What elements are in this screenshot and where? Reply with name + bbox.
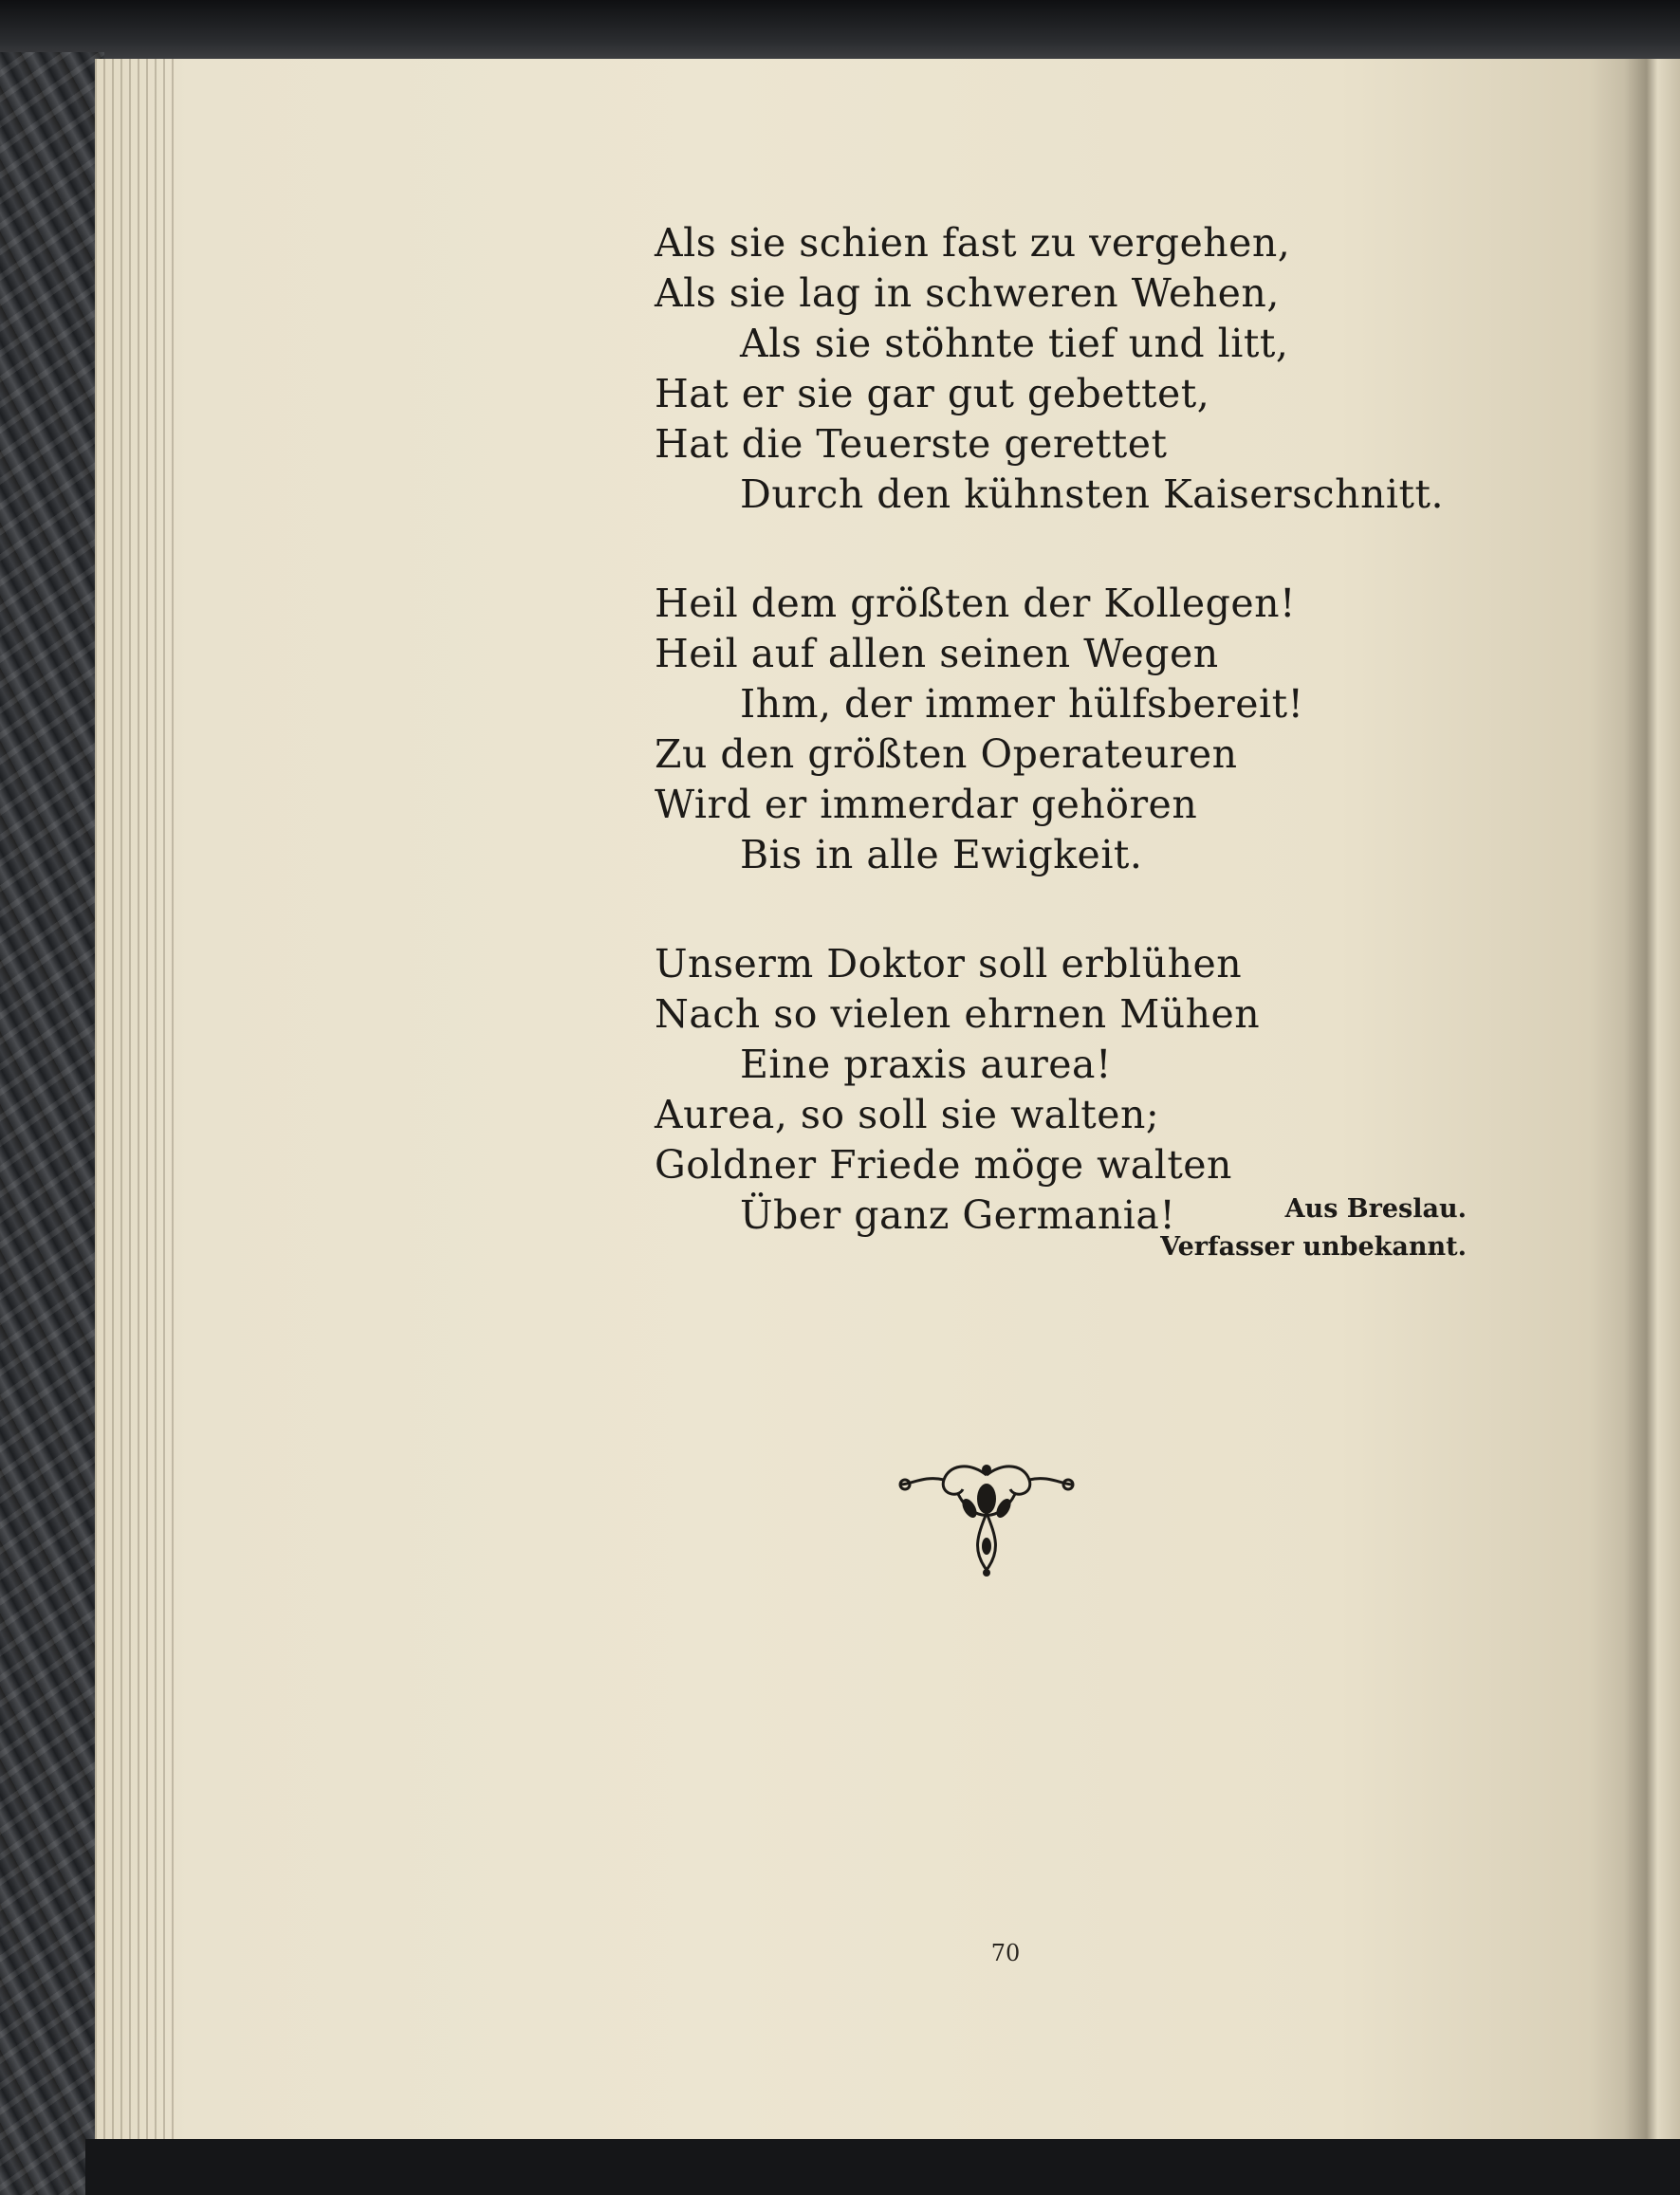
attribution [1160,1190,1467,1266]
poem-line: Als sie schien fast zu vergehen, [655,220,1291,266]
poem-line: Hat die Teuerste gerettet [655,421,1168,467]
stanza-1 [655,218,1508,520]
poem-line: Ihm, der immer hülfsbereit! [740,681,1304,727]
attribution-place: Aus Breslau. [1284,1194,1467,1224]
poem-line: Zu den größten Operateuren [655,731,1238,777]
poem-line: Aurea, so soll sie walten; [655,1092,1160,1137]
poem-line: Als sie stöhnte tief und litt, [740,321,1289,366]
poem-line: Als sie lag in schweren Wehen, [655,270,1280,316]
poem-line: Durch den kühnsten Kaiserschnitt. [740,471,1445,517]
poem-line: Eine praxis aurea! [740,1042,1112,1087]
marbled-endpaper [0,52,104,2195]
poem-line: Heil dem größten der Kollegen! [655,581,1297,626]
poem [655,218,1508,1300]
poem-line: Bis in alle Ewigkeit. [740,832,1143,877]
attribution-author: Verfasser unbekannt. [1160,1232,1467,1262]
floral-vignette-icon [892,1456,1081,1579]
poem-line: Wird er immerdar gehören [655,782,1198,827]
poem-line: Unserm Doktor soll erblühen [655,941,1243,987]
page-number: 70 [990,1940,1021,1966]
poem-line: Heil auf allen seinen Wegen [655,631,1219,676]
book-gutter [1624,59,1680,2146]
page-edge-lines [95,59,180,2146]
book-top-edge [0,0,1680,59]
poem-line: Goldner Friede möge walten [655,1142,1232,1188]
poem-line: Über ganz Germania! [740,1192,1176,1238]
book-bottom-edge [85,2139,1680,2195]
poem-line: Hat er sie gar gut gebettet, [655,371,1210,416]
poem-line: Nach so vielen ehrnen Mühen [655,991,1261,1037]
stanza-2 [655,579,1508,880]
